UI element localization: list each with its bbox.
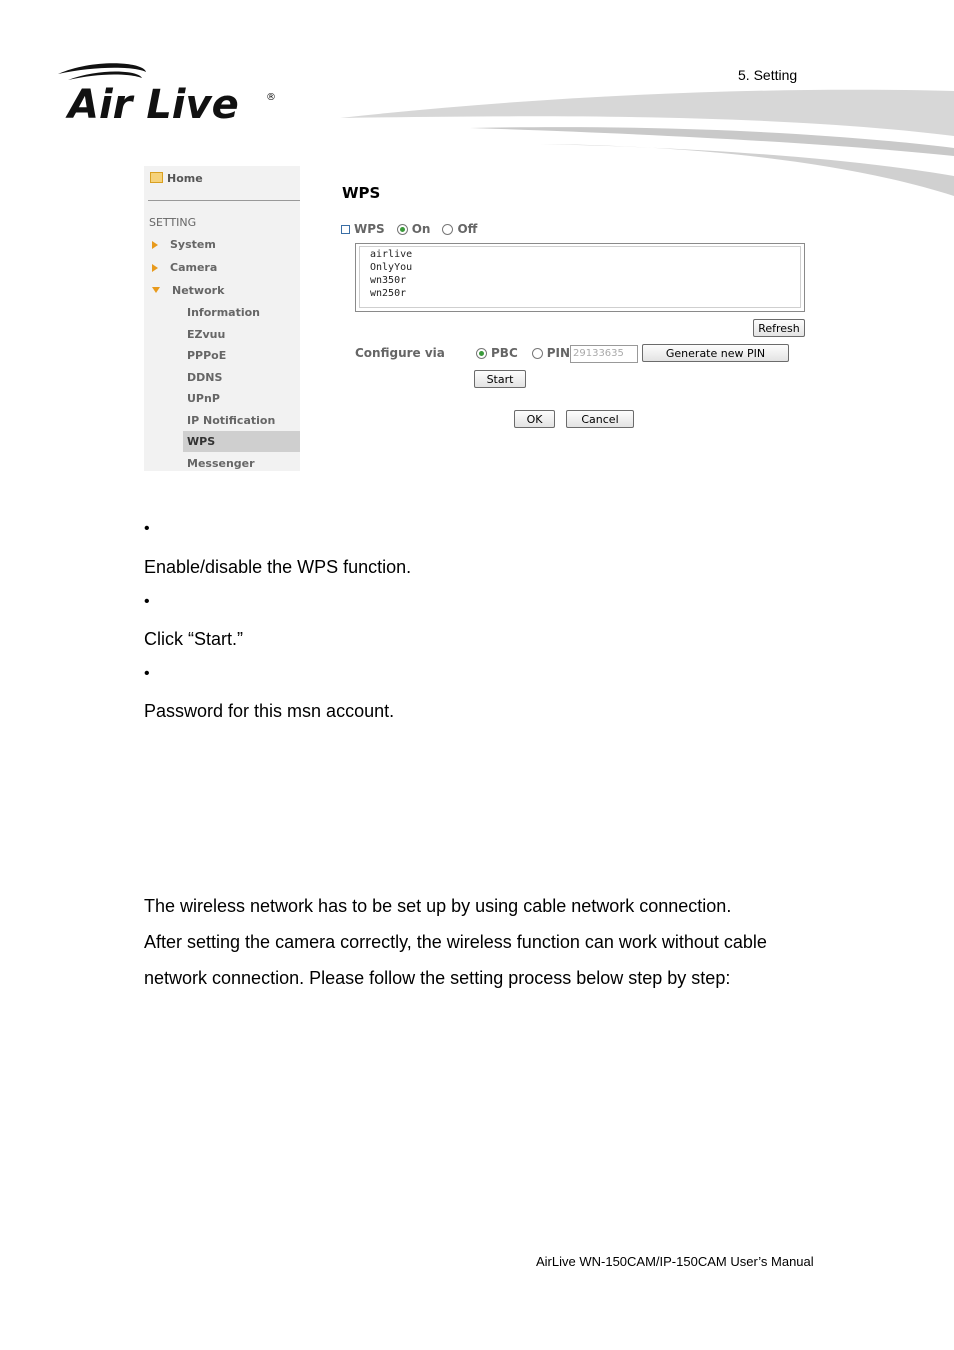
wps-on-label: On: [411, 222, 431, 236]
bullet-text: Enable/disable the WPS function.: [144, 557, 412, 577]
sidebar-divider: [148, 200, 300, 201]
sidebar-item-network[interactable]: [152, 284, 224, 297]
collapse-arrow-icon: [152, 287, 160, 293]
sidebar-item-information[interactable]: Information: [187, 306, 260, 319]
generate-pin-button[interactable]: Generate new PIN: [642, 344, 789, 362]
ap-list-item[interactable]: airlive: [370, 249, 413, 260]
svg-text:®: ®: [266, 92, 276, 103]
bullet-marker: •: [144, 520, 150, 537]
wps-checkbox[interactable]: [341, 225, 350, 234]
sidebar-item-label: System: [170, 238, 216, 251]
intro-line: network connection. Please follow the setting process below step by step:: [144, 968, 731, 988]
ap-list-item[interactable]: OnlyYou: [370, 262, 413, 273]
pin-label: PIN: [546, 346, 571, 360]
bullet-marker: •: [144, 665, 150, 682]
intro-line: The wireless network has to be set up by using cable network connection.: [144, 896, 732, 916]
sidebar-item-messenger[interactable]: Messenger: [187, 457, 255, 470]
wps-label: WPS: [354, 222, 385, 236]
sidebar-item-wps[interactable]: WPS: [183, 431, 300, 452]
pin-input[interactable]: 29133635: [570, 345, 638, 363]
header-swoosh-graphic: [340, 86, 954, 201]
sidebar-item-label: Camera: [170, 261, 218, 274]
sidebar-item-upnp[interactable]: UPnP: [187, 392, 220, 405]
cancel-button[interactable]: Cancel: [566, 410, 634, 428]
bullet-text: Password for this msn account.: [144, 701, 395, 721]
sidebar-item-label: Network: [172, 284, 225, 297]
bullet-text: Click “Start.”: [144, 629, 243, 649]
refresh-button[interactable]: Refresh: [753, 319, 805, 337]
intro-line: After setting the camera correctly, the wireless function can work without cable: [144, 932, 767, 952]
svg-text:Air Live: Air Live: [68, 82, 239, 126]
configure-via-label: Configure via: [355, 346, 445, 360]
sidebar-home[interactable]: [150, 172, 203, 185]
page-footer: AirLive WN-150CAM/IP-150CAM User’s Manual: [536, 1254, 814, 1269]
pbc-radio[interactable]: [476, 348, 487, 359]
sidebar-home-label: Home: [167, 172, 203, 185]
expand-arrow-icon: [152, 241, 158, 249]
sidebar-item-pppoe[interactable]: PPPoE: [187, 349, 227, 362]
expand-arrow-icon: [152, 264, 158, 272]
sidebar-setting-heading: SETTING: [149, 216, 197, 229]
sidebar-item-system[interactable]: [152, 238, 216, 251]
wps-toggle-row: [341, 222, 477, 236]
panel-title: WPS: [342, 184, 381, 202]
sidebar: [144, 166, 300, 471]
wps-on-radio[interactable]: [397, 224, 408, 235]
configure-options-row: [476, 346, 570, 360]
wps-off-label: Off: [457, 222, 478, 236]
sidebar-item-camera[interactable]: [152, 261, 217, 274]
home-icon: [150, 172, 163, 183]
ap-list-item[interactable]: wn250r: [370, 288, 407, 299]
airlive-logo: [54, 60, 284, 126]
ap-list-box[interactable]: [355, 243, 805, 312]
sidebar-item-ddns[interactable]: DDNS: [187, 371, 223, 384]
ok-button[interactable]: OK: [514, 410, 555, 428]
section-title: 5. Setting: [738, 67, 798, 83]
start-button[interactable]: Start: [474, 370, 526, 388]
ap-list-item[interactable]: wn350r: [370, 275, 407, 286]
sidebar-item-ezvuu[interactable]: EZvuu: [187, 328, 226, 341]
sidebar-item-ip-notification[interactable]: IP Notification: [187, 414, 276, 427]
pin-radio[interactable]: [532, 348, 543, 359]
wps-off-radio[interactable]: [442, 224, 453, 235]
bullet-marker: •: [144, 593, 150, 610]
pbc-label: PBC: [491, 346, 518, 360]
